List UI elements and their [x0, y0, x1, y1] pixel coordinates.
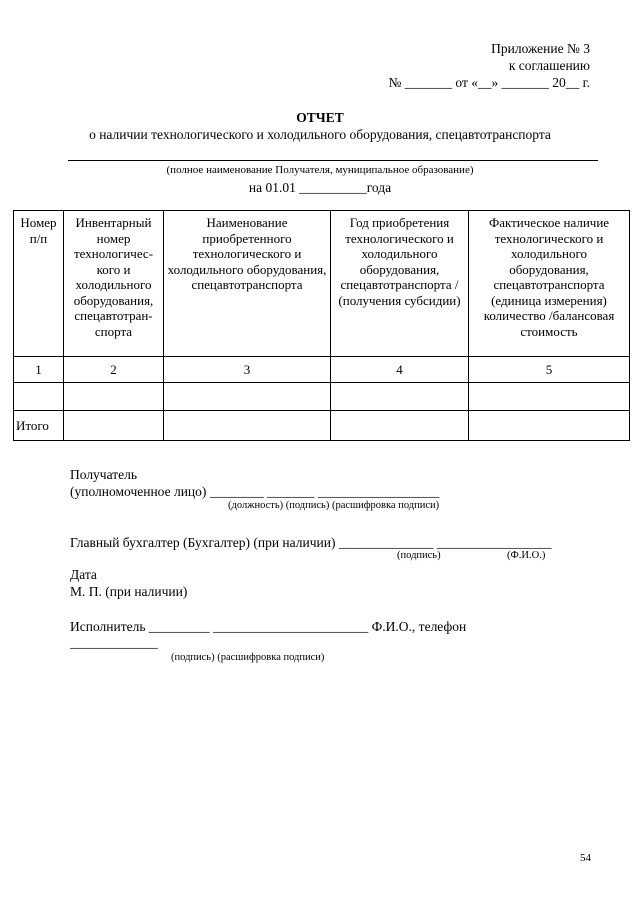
- appendix-block: [300, 40, 590, 91]
- header-equipment-name: Наименование приобретенного технологического и холодильного оборудования, спецавтотранспорта: [164, 211, 331, 357]
- table-header-row: [14, 211, 630, 357]
- table-cell: [469, 411, 630, 441]
- recipient-label: Получатель: [70, 467, 138, 482]
- accountant-sign-caption: (подпись): [397, 550, 441, 561]
- total-label: Итого: [14, 411, 64, 441]
- page-number: 54: [580, 852, 591, 864]
- appendix-number: Приложение № 3: [491, 41, 590, 56]
- table-total-row: [14, 411, 630, 441]
- table-cell: [164, 411, 331, 441]
- executor-signature-caption: (подпись) (расшифровка подписи): [171, 652, 325, 663]
- executor-signature-line: Исполнитель _________ _______________________ Ф.И.О., телефон: [70, 619, 467, 634]
- report-date-line: на 01.01 __________года: [248, 180, 392, 195]
- header-actual-availability: Фактическое наличие технологического и холодильного оборудования, спецавтотранспорта (единица измерения) количество /балансовая стоимость: [469, 211, 630, 357]
- stamp-label: М. П. (при наличии): [70, 584, 188, 599]
- column-number: 5: [469, 357, 630, 383]
- recipient-name-line: [68, 160, 598, 161]
- table-row: [14, 383, 630, 411]
- executor-signature-line-2: _____________: [70, 635, 158, 650]
- appendix-agreement-number: № _______ от «__» _______ 20__ г.: [388, 75, 590, 90]
- column-number: 1: [14, 357, 64, 383]
- recipient-signature-caption: (должность) (подпись) (расшифровка подписи): [228, 500, 440, 511]
- document-title: ОТЧЕТ: [296, 110, 344, 125]
- table-cell: [64, 383, 164, 411]
- table-cell: [164, 383, 331, 411]
- table-cell: [469, 383, 630, 411]
- header-acquisition-year: Год приобретения технологического и холодильного оборудования, спецавтотранспорта / (получения субсидии): [331, 211, 469, 357]
- column-number: 3: [164, 357, 331, 383]
- header-inventory-number: Инвентарный номер технологичес-кого и холодильного оборудования, спецавтотран-спорта: [64, 211, 164, 357]
- recipient-signature-line: (уполномоченное лицо) ________ _______ __________________: [70, 484, 440, 499]
- table-cell: [14, 383, 64, 411]
- recipient-caption: (полное наименование Получателя, муниципальное образование): [166, 164, 474, 176]
- table-cell: [64, 411, 164, 441]
- column-number: 4: [331, 357, 469, 383]
- date-label: Дата: [70, 567, 97, 582]
- table-cell: [331, 383, 469, 411]
- report-table: [13, 210, 630, 441]
- table-numbers-row: [14, 357, 630, 383]
- appendix-agreement: к соглашению: [508, 58, 590, 73]
- document-subtitle: о наличии технологического и холодильного оборудования, спецавтотранспорта: [89, 127, 551, 142]
- header-number: Номер п/п: [14, 211, 64, 357]
- accountant-name-caption: (Ф.И.О.): [507, 550, 546, 561]
- column-number: 2: [64, 357, 164, 383]
- table-cell: [331, 411, 469, 441]
- accountant-signature-line: Главный бухгалтер (Бухгалтер) (при наличии) ______________ _________________: [70, 535, 552, 550]
